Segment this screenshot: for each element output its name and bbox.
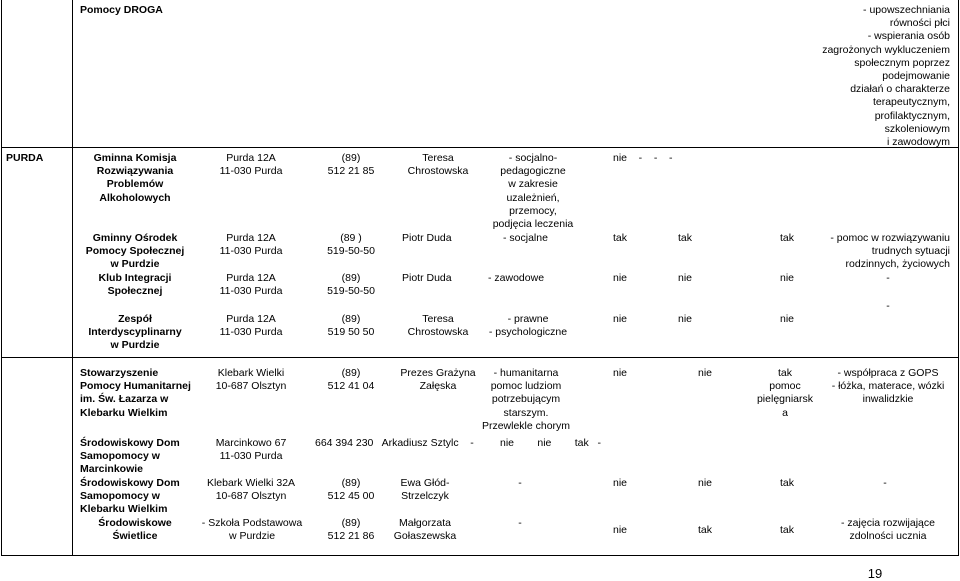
- col-c: nie: [779, 272, 794, 284]
- grid-line: [72, 0, 73, 556]
- contact-person: Piotr Duda: [402, 232, 452, 244]
- phone: (89 ) 519-50-50: [327, 232, 375, 258]
- contact-person: Prezes Grażyna Załęska: [400, 367, 476, 393]
- services: -: [518, 477, 522, 489]
- institution-name: Środowiskowe Świetlice: [98, 517, 172, 543]
- address: Purda 12A 11-030 Purda: [219, 232, 283, 258]
- col-b: nie: [677, 313, 692, 325]
- col-b: nie: [697, 477, 712, 489]
- phone: (89) 512 21 85: [327, 152, 375, 178]
- col-c: tak: [779, 232, 794, 244]
- col-a: nie: [612, 272, 627, 284]
- availability-cols: nie - - -: [613, 152, 673, 164]
- services: - humanitarna pomoc ludziom potrzebującym starszym. Przewlekle chorym: [481, 367, 571, 432]
- institution-name: Klub Integracji Społecznej: [98, 272, 172, 298]
- notes: -: [886, 300, 890, 312]
- contact-person: Teresa Chrostowska: [407, 152, 469, 178]
- col-b: nie: [697, 367, 712, 379]
- col-c: tak: [779, 524, 794, 536]
- institution-name: Gminny Ośrodek Pomocy Społecznej w Purdzie: [85, 232, 185, 271]
- address: - Szkoła Podstawowa w Purdzie: [201, 517, 303, 543]
- notes: - pomoc w rozwiązywaniu trudnych sytuacji rodzinnych, życiowych: [830, 232, 950, 271]
- notes: - współpraca z GOPS - łóżka, materace, wózki inwalidzkie: [831, 367, 945, 406]
- contact-person: Małgorzata Gołaszewska: [393, 517, 457, 543]
- services: - zawodowe: [488, 272, 545, 284]
- col-b: tak: [697, 524, 712, 536]
- page-number: 19: [867, 566, 883, 581]
- activities-text: - upowszechniania równości płci - wspierania osób zagrożonych wykluczeniem społecznym poprzez podejmowanie działań o charakterze terapeutycznym, profilaktycznym, szkoleniowym i zawodowym: [822, 4, 950, 149]
- services: - socjalne: [503, 232, 548, 244]
- col-a: nie: [612, 477, 627, 489]
- col-c: nie: [779, 313, 794, 325]
- address: Purda 12A 11-030 Purda: [219, 313, 283, 339]
- contact-person: Ewa Głód- Strzelczyk: [400, 477, 450, 503]
- county-label: PURDA: [6, 152, 44, 164]
- institution-name: Stowarzyszenie Pomocy Humanitarnej im. Św. Łazarza w Klebarku Wielkim: [80, 367, 191, 419]
- col-a: nie: [612, 313, 627, 325]
- col-c: tak: [779, 477, 794, 489]
- address: Klebark Wielki 10-687 Olsztyn: [215, 367, 287, 393]
- col-a: nie: [612, 367, 627, 379]
- phone: (89) 512 21 86: [327, 517, 375, 543]
- col-b: nie: [677, 272, 692, 284]
- services: - prawne - psychologiczne: [488, 313, 568, 339]
- notes: - zajęcia rozwijające zdolności ucznia: [841, 517, 935, 543]
- contact-person: Piotr Duda: [402, 272, 452, 284]
- col-a: tak: [612, 232, 627, 244]
- grid-line: [1, 357, 958, 358]
- phone: (89) 519 50 50: [327, 313, 375, 339]
- grid-line: [958, 0, 959, 556]
- contact-person: Teresa Chrostowska: [407, 313, 469, 339]
- address: Klebark Wielki 32A 10-687 Olsztyn: [206, 477, 296, 503]
- services: - socjalno- pedagogiczne w zakresie uzależnień, przemocy, podjęcia leczenia: [492, 152, 574, 231]
- row-inline-values: 664 394 230 Arkadiusz Sztylc - nie nie tak -: [315, 437, 601, 449]
- institution-name: Zespół Interdyscyplinarny w Purdzie: [88, 313, 182, 352]
- col-b: tak: [677, 232, 692, 244]
- col-a: nie: [612, 524, 627, 536]
- notes: -: [886, 272, 890, 284]
- phone: (89) 519-50-50: [327, 272, 375, 298]
- address: Marcinkowo 67 11-030 Purda: [215, 437, 287, 463]
- address: Purda 12A 11-030 Purda: [219, 152, 283, 178]
- institution-name: Środowiskowy Dom Samopomocy w Marcinkowie: [80, 437, 180, 476]
- services: -: [518, 517, 522, 529]
- phone: (89) 512 41 04: [327, 367, 375, 393]
- phone: (89) 512 45 00: [327, 477, 375, 503]
- org-name: Pomocy DROGA: [80, 4, 163, 16]
- institution-name: Gminna Komisja Rozwiązywania Problemów Alkoholowych: [93, 152, 177, 204]
- grid-line: [1, 555, 958, 556]
- address: Purda 12A 11-030 Purda: [219, 272, 283, 298]
- institution-name: Środowiskowy Dom Samopomocy w Klebarku Wielkim: [80, 477, 180, 516]
- grid-line: [1, 0, 2, 556]
- notes: -: [883, 477, 887, 489]
- col-c: tak pomoc pielęgniarsk a: [756, 367, 814, 419]
